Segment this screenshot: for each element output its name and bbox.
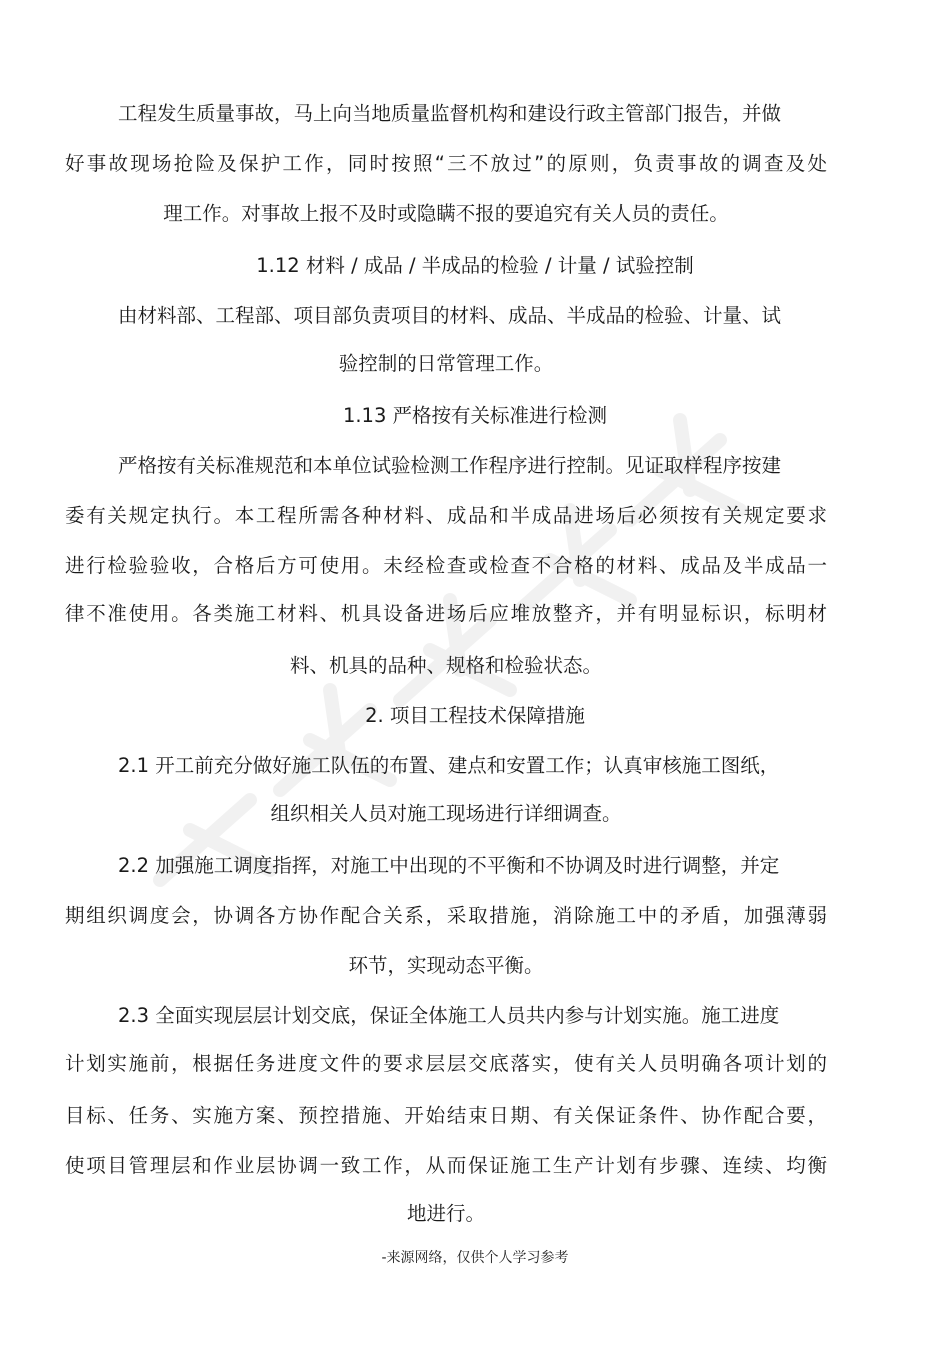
text-line-11: 律不准使用。各类施工材料、机具设备进场后应堆放整齐，并有明显标识，标明材	[65, 602, 827, 625]
text-line-6: 验控制的日常管理工作。	[338, 352, 554, 375]
watermark-graphic	[130, 360, 770, 920]
section-heading-1-12: 1.12 材料 / 成品 / 半成品的检验 / 计量 / 试验控制	[256, 254, 694, 277]
text-line-14: 2.1 开工前充分做好施工队伍的布置、建点和安置工作；认真审核施工图纸，	[118, 754, 780, 777]
text-line-20: 计划实施前，根据任务进度文件的要求层层交底落实，使有关人员明确各项计划的	[65, 1052, 827, 1075]
text-line-5: 由材料部、工程部、项目部负责项目的材料、成品、半成品的检验、计量、试	[118, 304, 782, 327]
text-line-21: 目标、任务、实施方案、预控措施、开始结束日期、有关保证条件、协作配合要，	[65, 1104, 827, 1127]
text-line-3: 理工作。对事故上报不及时或隐瞒不报的要追究有关人员的责任。	[163, 202, 729, 225]
text-line-16: 2.2 加强施工调度指挥，对施工中出现的不平衡和不协调及时进行调整，并定	[118, 854, 780, 877]
text-line-19: 2.3 全面实现层层计划交底，保证全体施工人员共内参与计划实施。施工进度	[118, 1004, 780, 1027]
text-line-1: 工程发生质量事故，马上向当地质量监督机构和建设行政主管部门报告，并做	[118, 102, 782, 125]
text-line-12: 料、机具的品种、规格和检验状态。	[289, 654, 602, 677]
text-line-18: 环节，实现动态平衡。	[348, 954, 544, 977]
section-heading-2: 2. 项目工程技术保障措施	[365, 704, 585, 727]
text-line-15: 组织相关人员对施工现场进行详细调查。	[270, 802, 622, 825]
text-line-8: 严格按有关标准规范和本单位试验检测工作程序进行控制。见证取样程序按建	[118, 454, 782, 477]
source-footer: -来源网络，仅供个人学习参考	[381, 1250, 569, 1266]
text-line-10: 进行检验验收，合格后方可使用。未经检查或检查不合格的材料、成品及半成品一	[65, 554, 827, 577]
text-line-23: 地进行。	[406, 1202, 485, 1225]
text-line-22: 使项目管理层和作业层协调一致工作，从而保证施工生产计划有步骤、连续、均衡	[65, 1154, 827, 1177]
text-line-2: 好事故现场抢险及保护工作，同时按照“三不放过”的原则，负责事故的调查及处	[65, 152, 827, 175]
text-line-17: 期组织调度会，协调各方协作配合关系，采取措施，消除施工中的矛盾，加强薄弱	[65, 904, 827, 927]
section-heading-1-13: 1.13 严格按有关标准进行检测	[342, 404, 608, 427]
text-line-9: 委有关规定执行。本工程所需各种材料、成品和半成品进场后必须按有关规定要求	[65, 504, 827, 527]
